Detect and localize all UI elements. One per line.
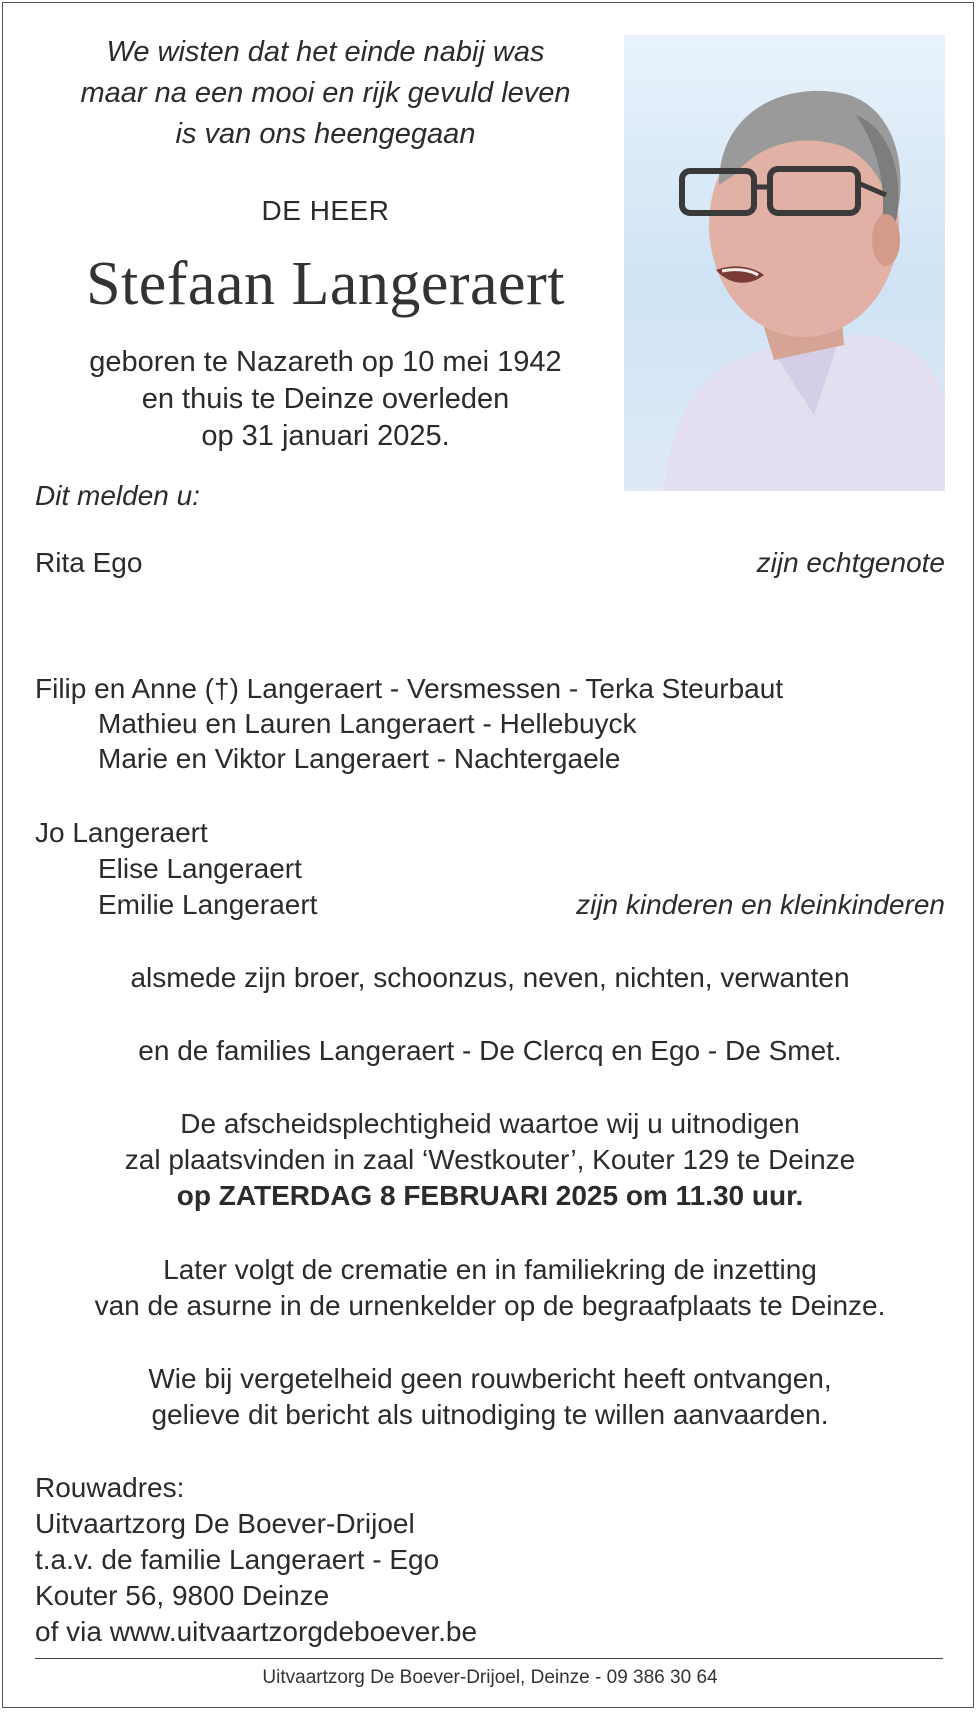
spouse-name: Rita Ego [35, 547, 143, 578]
ceremony-date: op ZATERDAG 8 FEBRUARI 2025 om 11.30 uur. [176, 1180, 804, 1211]
cremation-line: Later volgt de crematie en in familiekring de inzetting [163, 1254, 817, 1285]
spouse-role: zijn echtgenote [756, 547, 945, 578]
poem-line: maar na een mooi en rijk gevuld leven [80, 77, 571, 109]
notice-line: Wie bij vergetelheid geen rouwbericht heeft ontvangen, [148, 1363, 832, 1394]
child-line: Filip en Anne (†) Langeraert - Versmessen - Terka Steurbaut [35, 673, 784, 704]
poem-line: is van ons heengegaan [175, 118, 476, 150]
cremation-line: van de asurne in de urnenkelder op de begraafplaats te Deinze. [94, 1290, 886, 1321]
footer-text: Uitvaartzorg De Boever-Drijoel, Deinze - 09 386 30 64 [262, 1667, 718, 1688]
deceased-name: Stefaan Langeraert [86, 250, 565, 318]
child-line: Jo Langeraert [35, 817, 208, 848]
notice-line: gelieve dit bericht als uitnodiging te willen aanvaarden. [151, 1399, 829, 1430]
address-line: Uitvaartzorg De Boever-Drijoel [35, 1508, 415, 1539]
ceremony-line: De afscheidsplechtigheid waartoe wij u uitnodigen [180, 1108, 800, 1139]
grandchild-line: Marie en Viktor Langeraert - Nachtergaele [98, 743, 621, 774]
poem [28, 32, 623, 155]
announce-text: Dit melden u: [35, 480, 200, 511]
portrait-photo [624, 35, 945, 491]
grandchild-line: Emilie Langeraert [98, 889, 318, 920]
address-website: of via www.uitvaartzorgdeboever.be [35, 1616, 478, 1647]
grandchild-line: Mathieu en Lauren Langeraert - Hellebuyck [98, 708, 637, 739]
address-line: Kouter 56, 9800 Deinze [35, 1580, 330, 1611]
ceremony-line: zal plaatsvinden in zaal ‘Westkouter’, Kouter 129 te Deinze [124, 1144, 856, 1175]
birth-line: geboren te Nazareth op 10 mei 1942 [89, 346, 562, 378]
birth-line: op 31 januari 2025. [201, 420, 450, 452]
portrait-illustration [624, 35, 945, 491]
address-label: Rouwadres: [35, 1472, 185, 1503]
address-line: t.a.v. de familie Langeraert - Ego [35, 1544, 440, 1575]
families-line: en de families Langeraert - De Clercq en Ego - De Smet. [138, 1035, 842, 1066]
birth-line: en thuis te Deinze overleden [141, 383, 510, 415]
relatives-line: alsmede zijn broer, schoonzus, neven, nichten, verwanten [130, 962, 850, 993]
grandchild-line: Elise Langeraert [98, 853, 302, 884]
title-prefix: DE HEER [261, 195, 390, 226]
footer-divider [35, 1658, 943, 1659]
header-block [28, 32, 623, 455]
children-role: zijn kinderen en kleinkinderen [576, 889, 945, 920]
birth-death-info [28, 344, 623, 455]
poem-line: We wisten dat het einde nabij was [106, 36, 545, 68]
